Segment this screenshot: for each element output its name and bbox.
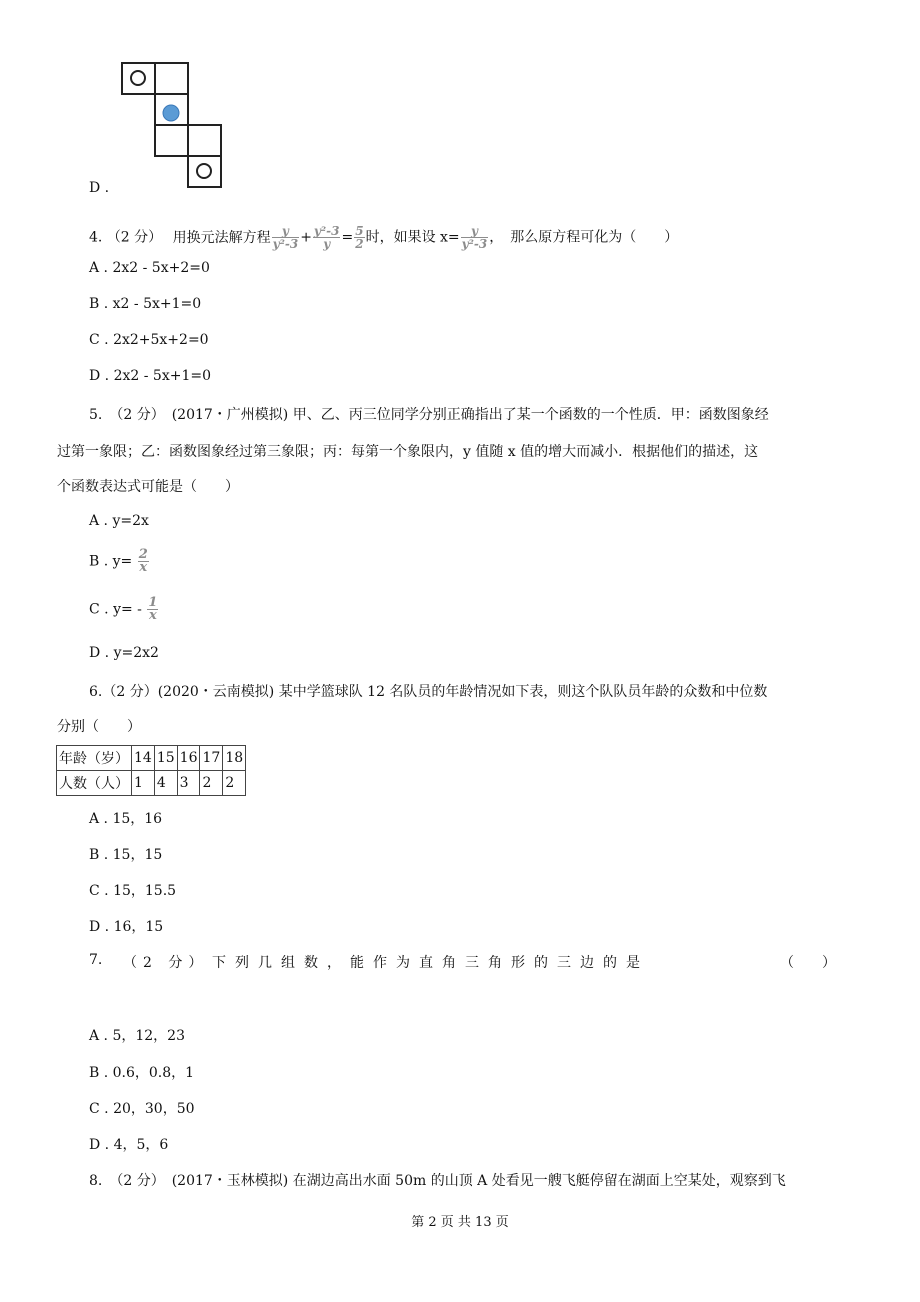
table-cell: 3: [177, 771, 200, 796]
q7-option-d: D . 4，5，6: [89, 1137, 169, 1153]
q6-line-2: 分别（ ）: [57, 719, 141, 735]
q5-option-a: A . y=2x: [89, 513, 149, 529]
net-square-4: [155, 125, 188, 156]
q5-option-c-text: C . y= -: [89, 601, 142, 618]
q7-bracket: （ ）: [780, 955, 836, 971]
q4-suffix: ， 那么原方程可化为（ ）: [489, 229, 679, 246]
table-cell: 1: [132, 771, 155, 796]
q5-option-d: D . y=2x2: [89, 645, 159, 661]
q5-option-b-fraction: $\frac{2}{x}$: [138, 547, 148, 575]
q4-fraction-2: $\frac{\text{y²-3}}{y}$: [313, 224, 340, 251]
table-cell: 17: [200, 746, 223, 771]
table-cell: 15: [154, 746, 177, 771]
q7-option-b: B . 0.6，0.8，1: [89, 1065, 195, 1081]
q5-option-c-fraction: $\frac{1}{x}$: [148, 595, 158, 623]
table-row: [57, 771, 246, 796]
q4-middle: 时，如果设 x=: [365, 229, 460, 246]
q4-score: （2 分）: [106, 229, 163, 246]
q5-line-1: 5. （2 分） (2017・广州模拟) 甲、乙、丙三位同学分别正确指出了某一个函数的一个性质．甲：函数图象经: [89, 407, 769, 423]
q7-option-c: C . 20，30，50: [89, 1101, 195, 1117]
table-cell: 2: [200, 771, 223, 796]
table-cell: 4: [154, 771, 177, 796]
question-4: [89, 225, 678, 250]
q6-line-1: 6.（2 分）(2020・云南模拟) 某中学篮球队 12 名队员的年龄情况如下表，则这个队队员年龄的众数和中位数: [89, 684, 768, 700]
table-cell: 18: [223, 746, 246, 771]
q4-fraction-4: $\frac{y}{\text{y²-3}}$: [461, 224, 488, 251]
net-square-5: [188, 125, 221, 156]
q7-text: 下列几组数，能作为直角三角形的三边的是: [212, 955, 649, 971]
q7-number: 7.: [89, 952, 103, 968]
q5-line-2: 过第一象限；乙：函数图象经过第三象限；丙：每第一个象限内，y 值随 x 值的增大而减小．根据他们的描述，这: [57, 444, 759, 460]
table-row: [57, 746, 246, 771]
q4-number: 4.: [89, 229, 103, 246]
page-footer: 第 2 页 共 13 页: [411, 1215, 509, 1230]
circle-icon: [131, 71, 145, 85]
q4-fraction-1: $\frac{y}{\text{y²-3}}$: [272, 224, 299, 251]
q6-option-a: A . 15，16: [89, 811, 163, 827]
net-square-1: [122, 63, 155, 94]
q5-line-3: 个函数表达式可能是（ ）: [57, 479, 239, 495]
figure-option-label: D .: [89, 180, 110, 196]
q5-option-b-text: B . y=: [89, 553, 133, 570]
table-cell: 14: [132, 746, 155, 771]
q4-option-a: A . 2x2 - 5x+2=0: [89, 260, 210, 276]
net-square-6: [188, 156, 221, 187]
q6-option-c: C . 15，15.5: [89, 883, 177, 899]
filled-circle-icon: [163, 105, 179, 121]
table-cell: 2: [223, 771, 246, 796]
q6-option-d: D . 16，15: [89, 919, 164, 935]
q7-option-a: A . 5，12，23: [89, 1028, 185, 1044]
q6-option-b: B . 15，15: [89, 847, 163, 863]
q4-option-b: B . x2 - 5x+1=0: [89, 296, 202, 312]
table-cell: 年龄（岁）: [57, 746, 132, 771]
q4-plus: +: [300, 229, 312, 246]
q4-prefix: 用换元法解方程: [172, 229, 271, 246]
q5-option-b: [89, 549, 150, 574]
q4-fraction-3: $\frac{5}{2}$: [355, 224, 364, 251]
q4-equals: =: [341, 229, 354, 246]
table-cell: 人数（人）: [57, 771, 132, 796]
q5-option-c: [89, 597, 159, 622]
age-table: [56, 745, 246, 796]
q4-option-d: D . 2x2 - 5x+1=0: [89, 368, 211, 384]
q8-line-1: 8. （2 分） (2017・玉林模拟) 在湖边高出水面 50m 的山顶 A 处看见一艘飞艇停留在湖面上空某处，观察到飞: [89, 1173, 786, 1189]
q4-option-c: C . 2x2+5x+2=0: [89, 332, 209, 348]
circle-icon: [197, 164, 211, 178]
q7-score: （2 分）: [123, 955, 209, 971]
table-cell: 16: [177, 746, 200, 771]
net-square-2: [155, 63, 188, 94]
cube-net-figure: [115, 58, 230, 191]
